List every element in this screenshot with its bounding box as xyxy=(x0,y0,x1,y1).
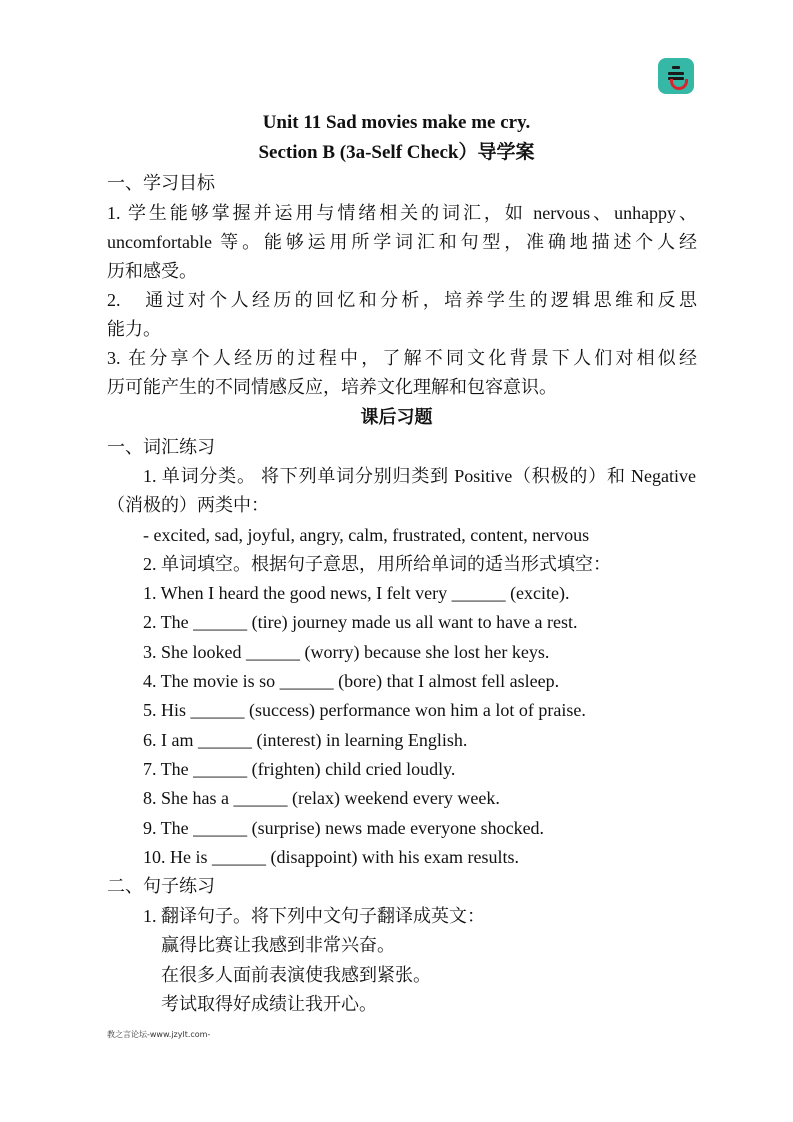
vocab-heading: 一、词汇练习 xyxy=(107,437,215,457)
fill-item: 1. When I heard the good news, I felt very ______ (excite). xyxy=(143,583,570,603)
objective-1-line-3: 历和感受。 xyxy=(107,261,197,281)
sentence-heading: 二、句子练习 xyxy=(107,876,215,896)
exercises-heading: 课后习题 xyxy=(360,407,433,427)
logo-bar xyxy=(668,72,684,75)
translate-item: 考试取得好成绩让我开心。 xyxy=(161,994,377,1014)
objective-3-line-1: 3. 在分享个人经历的过程中，了解不同文化背景下人们对相似经 xyxy=(107,348,697,368)
fill-item: 4. The movie is so ______ (bore) that I almost fell asleep. xyxy=(143,671,560,691)
objective-3-line-2: 历可能产生的不同情感反应，培养文化理解和包容意识。 xyxy=(107,377,557,397)
translate-heading: 1. 翻译句子。将下列中文句子翻译成英文： xyxy=(143,906,485,926)
fill-item: 10. He is ______ (disappoint) with his exam results. xyxy=(143,847,519,867)
classify-instruction-line-2: （消极的）两类中： xyxy=(107,495,269,515)
fill-item: 7. The ______ (frighten) child cried loudly. xyxy=(143,759,456,779)
fill-item: 8. She has a ______ (relax) weekend every week. xyxy=(143,788,500,808)
fill-item: 2. The ______ (tire) journey made us all want to have a rest. xyxy=(143,612,578,632)
objective-2-line-1: 2. 通过对个人经历的回忆和分析，培养学生的逻辑思维和反思 xyxy=(107,290,697,310)
word-list: - excited, sad, joyful, angry, calm, frustrated, content, nervous xyxy=(143,525,590,545)
document-title: Unit 11 Sad movies make me cry. xyxy=(262,112,531,133)
translate-item: 赢得比赛让我感到非常兴奋。 xyxy=(161,935,395,955)
document-subtitle: Section B (3a-Self Check）导学案 xyxy=(258,142,535,163)
classify-instruction-line-1: 1. 单词分类。 将下列单词分别归类到 Positive（积极的）和 Negative xyxy=(143,466,696,486)
fill-item: 6. I am ______ (interest) in learning English. xyxy=(143,730,468,750)
fill-item: 5. His ______ (success) performance won him a lot of praise. xyxy=(143,700,586,720)
objective-2-line-2: 能力。 xyxy=(107,319,161,339)
translate-item: 在很多人面前表演使我感到紧张。 xyxy=(161,965,431,985)
fill-heading: 2. 单词填空。根据句子意思，用所给单词的适当形式填空： xyxy=(143,554,611,574)
fill-item: 3. She looked ______ (worry) because she lost her keys. xyxy=(143,642,550,662)
app-logo-icon xyxy=(658,58,694,94)
fill-item: 9. The ______ (surprise) news made everyone shocked. xyxy=(143,818,545,838)
logo-bar xyxy=(672,66,680,69)
objective-1-line-2: uncomfortable 等。能够运用所学词汇和句型，准确地描述个人经 xyxy=(107,232,697,252)
logo-smile xyxy=(670,79,688,90)
objective-1-line-1: 1. 学生能够掌握并运用与情绪相关的词汇，如 nervous、unhappy、 xyxy=(107,203,697,223)
objectives-heading: 一、学习目标 xyxy=(107,173,215,193)
page-footer: 教之言论坛-www.jzylt.com- xyxy=(107,1030,211,1039)
